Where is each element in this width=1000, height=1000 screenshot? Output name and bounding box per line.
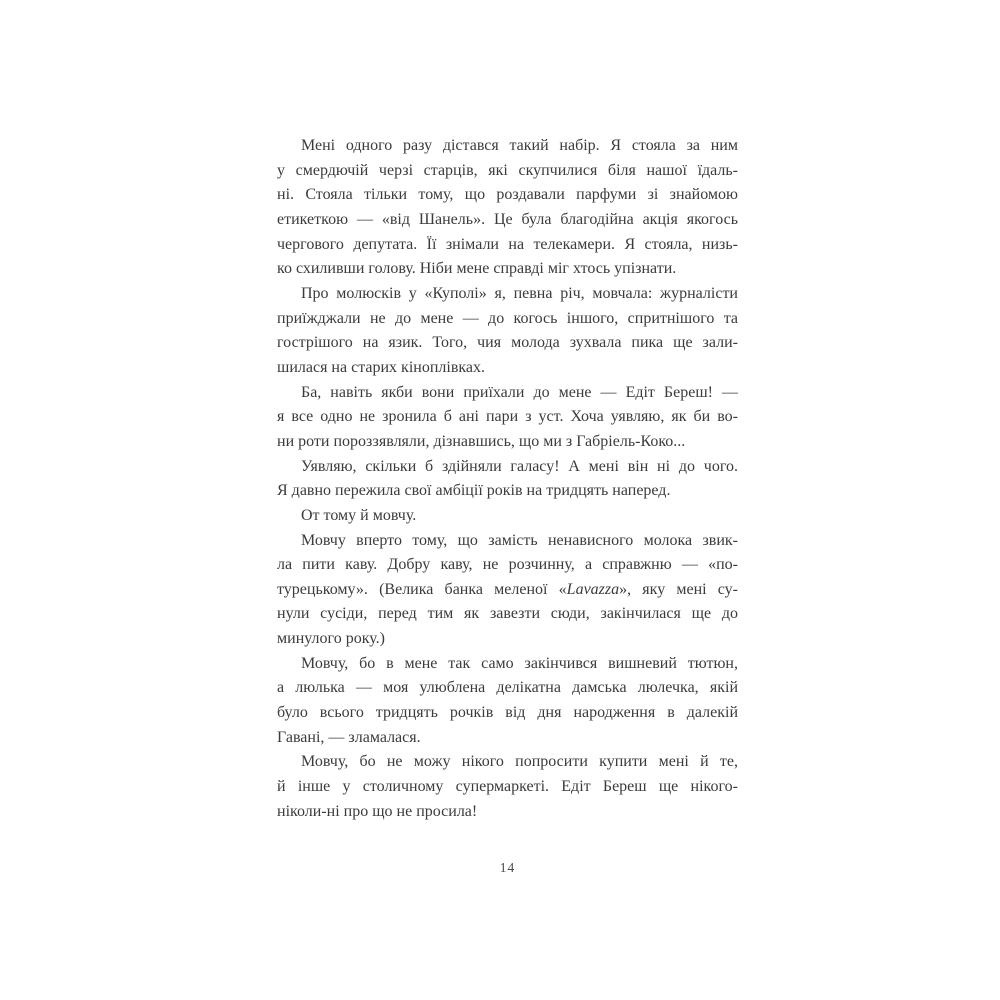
text-line: нули сусіди, перед тим як завезти сюди, закінчилася ще до — [277, 605, 738, 623]
text-line: ні. Стояла тільки тому, що роздавали парфуми зі знайомою — [277, 186, 738, 204]
text-line: Мовчу, бо в мене так само закінчився вишневий тютюн, — [301, 654, 738, 672]
text-line: гострішого на язик. Того, чия молода зухвала пика ще зали- — [277, 334, 738, 352]
text-line: у смердючій черзі старців, які скупчилися біля нашої їдаль- — [277, 161, 738, 179]
text-line: От тому й мовчу. — [301, 506, 417, 524]
text-line: я все одно не зронила б ані пари з уст. Хоча уявляю, як би во- — [277, 408, 738, 426]
paragraph — [277, 529, 738, 652]
text-line: чергового депутата. Її знімали на телекамери. Я стояла, низь- — [277, 235, 738, 253]
text-line: ни роти пороззявляли, дізнавшись, що ми з Габріель-Коко... — [277, 432, 686, 450]
paragraph — [277, 750, 738, 824]
text-line: й інше у столичному супермаркеті. Едіт Береш ще нікого- — [277, 778, 738, 796]
text-block — [277, 134, 738, 824]
text-line: Мовчу вперто тому, що замість ненависного молока звик- — [301, 531, 738, 549]
text-line: ніколи-ні про що не просила! — [277, 802, 478, 820]
text-line: Гавані, — зламалася. — [277, 728, 421, 746]
text-line: Мовчу, бо не можу нікого попросити купити мені й те, — [301, 753, 738, 771]
text-line: Уявляю, скільки б здійняли галасу! А мені він ні до чого. — [301, 457, 738, 475]
paragraph — [277, 504, 738, 529]
text-line: було всього тридцять рочків від дня народження в далекій — [277, 704, 738, 722]
text-line: ко схиливши голову. Ніби мене справді міг хтось упізнати. — [277, 260, 677, 278]
text-line: Ба, навіть якби вони приїхали до мене — Едіт Береш! — — [301, 383, 738, 401]
text-line: Мені одного разу дістався такий набір. Я стояла за ним — [301, 137, 738, 154]
text-line: Про молюсків у «Куполі» я, певна річ, мовчала: журналісти — [301, 284, 738, 302]
paragraph — [277, 381, 738, 455]
paragraph — [277, 455, 738, 504]
text-line: етикеткою — «від Шанель». Це була благодійна акція якогось — [277, 210, 738, 228]
paragraph — [277, 282, 738, 381]
text-line: Я давно пережила свої амбіції років на тридцять наперед. — [277, 482, 671, 500]
text-line: турецькому». (Велика банка меленої «Lavazza», яку мені су- — [277, 580, 739, 598]
text-line: шилася на старих кіноплівках. — [277, 358, 486, 376]
paragraph — [277, 652, 738, 751]
text-line: минулого року.) — [277, 630, 385, 648]
text-line: а люлька — моя улюблена делікатна дамська люлечка, якій — [277, 679, 738, 697]
page-number: 14 — [499, 860, 516, 875]
text-line: ла пити каву. Добру каву, не розчинну, а справжню — «по- — [277, 556, 738, 574]
text-line: приїжджали не до мене — до когось іншого, спритнішого та — [277, 309, 738, 327]
paragraph — [277, 134, 738, 282]
